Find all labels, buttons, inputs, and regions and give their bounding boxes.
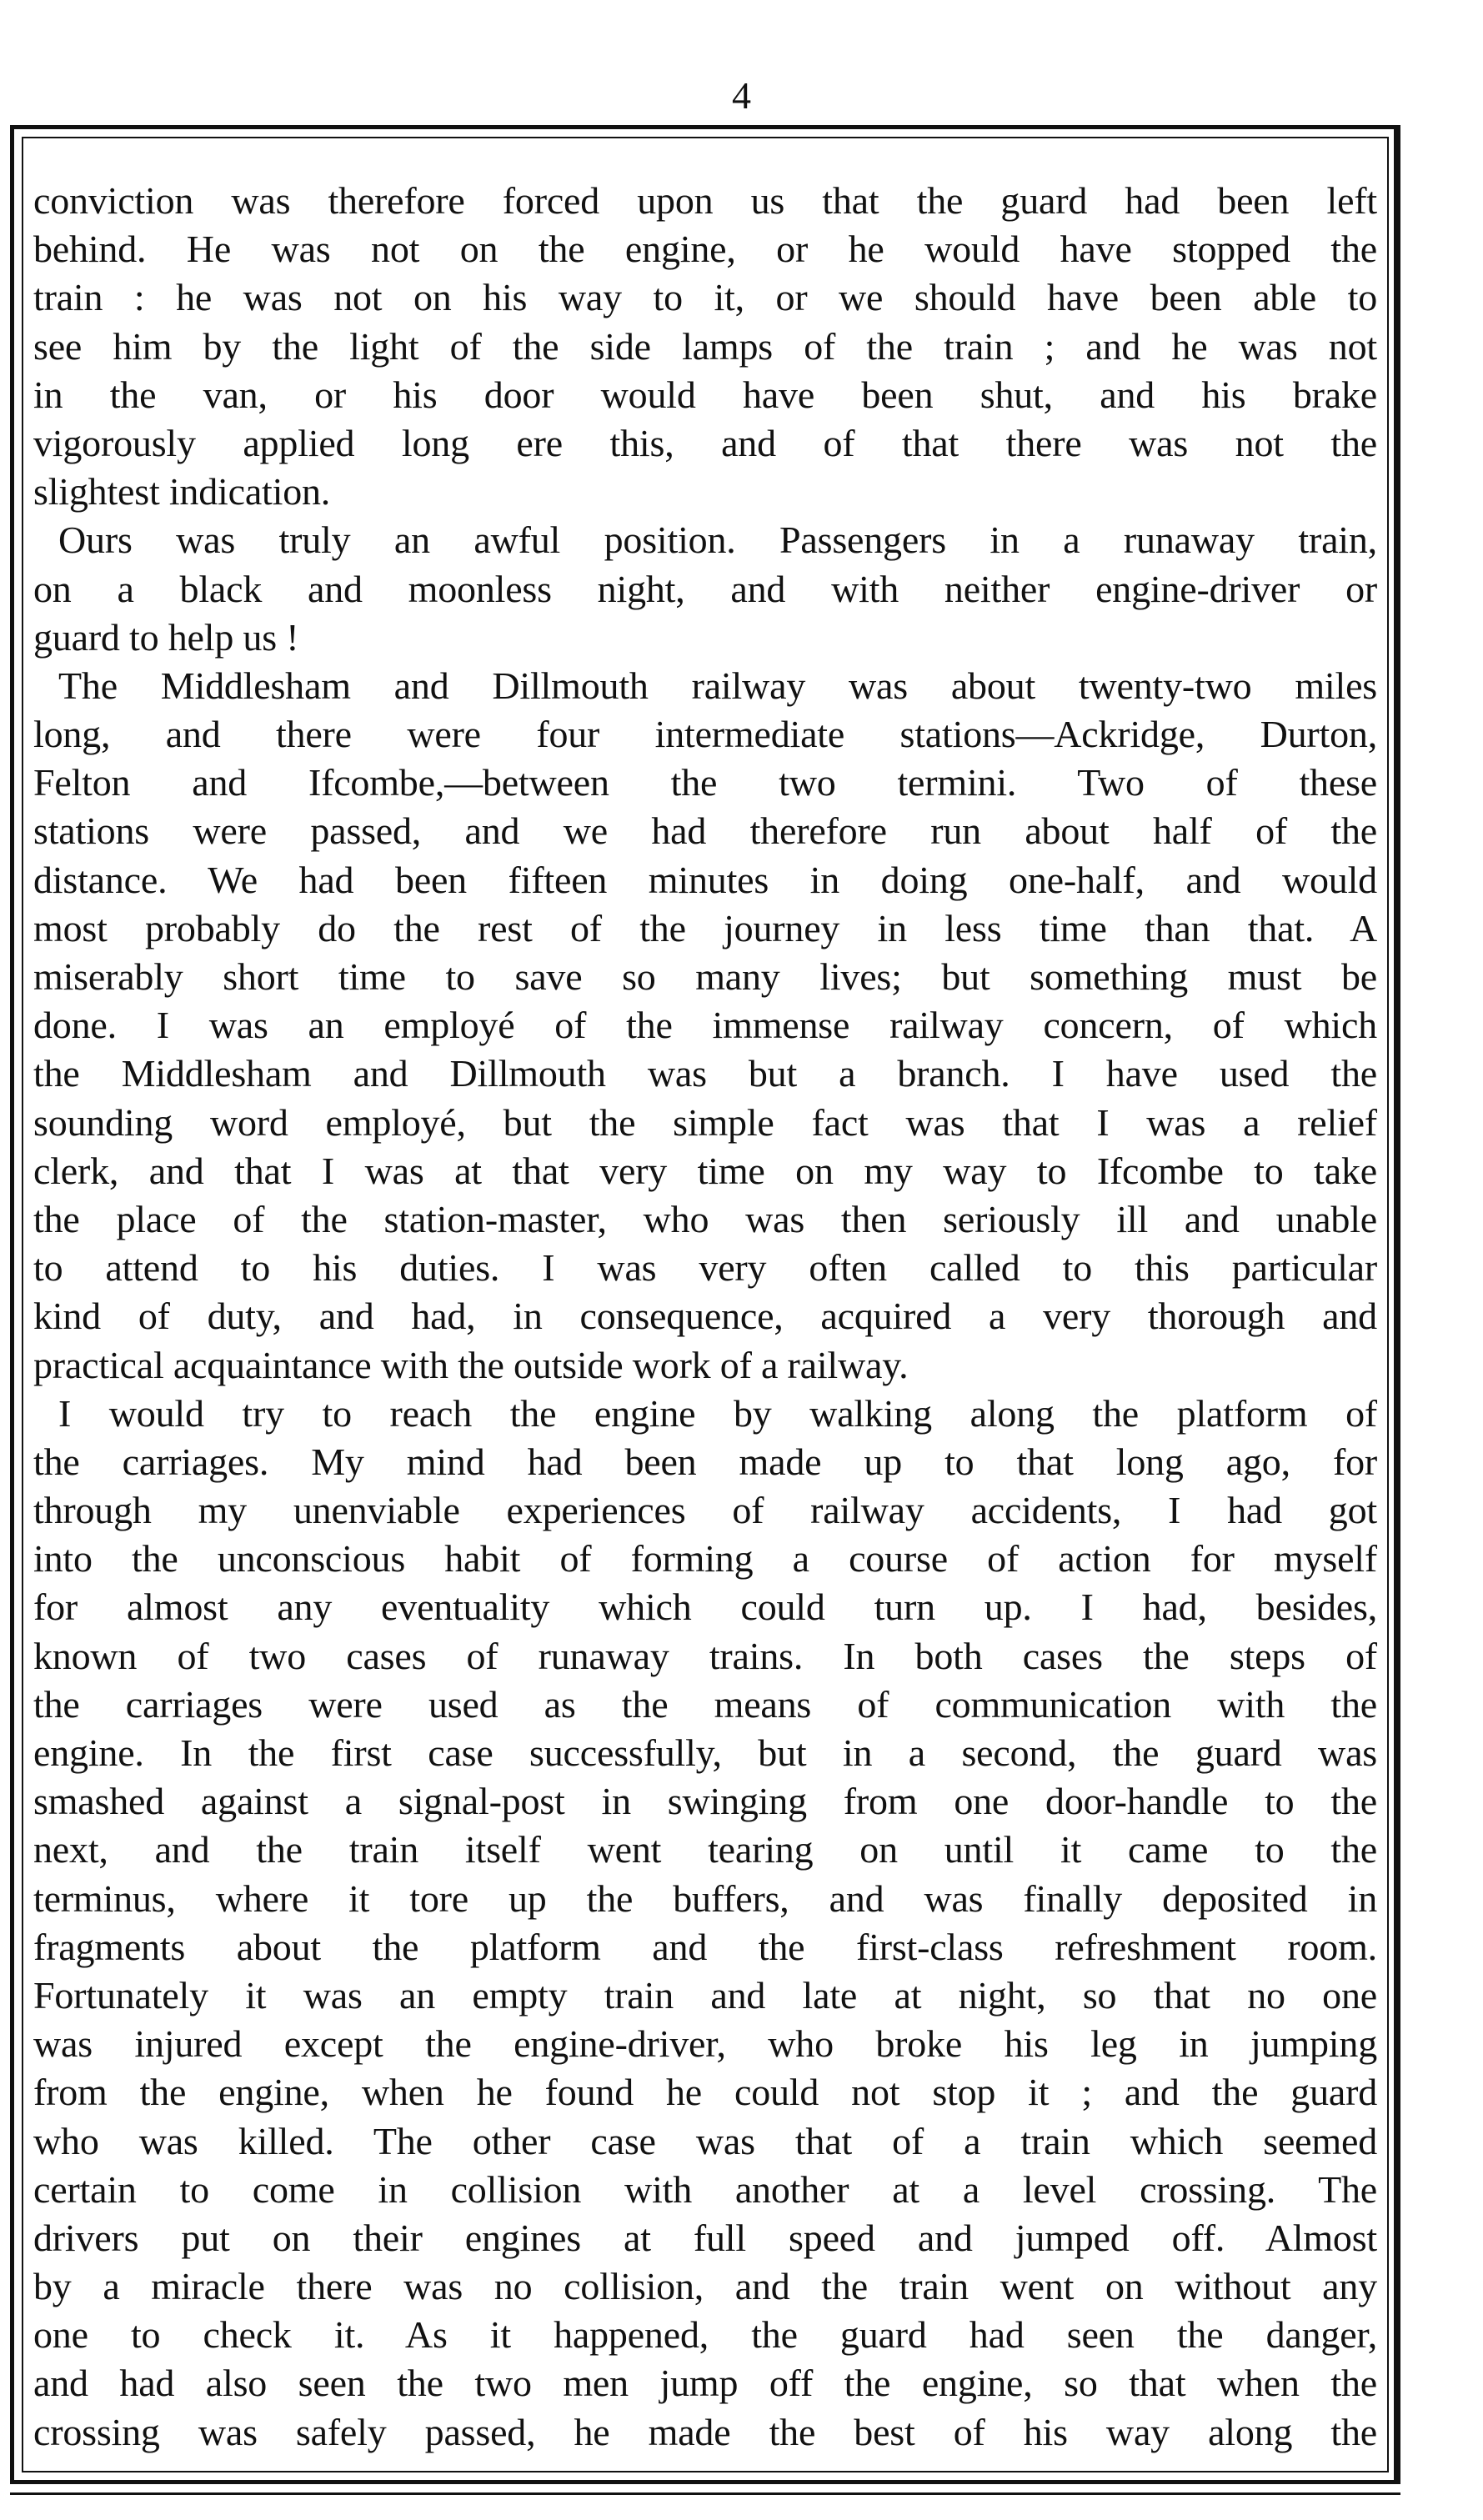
text-line: known of two cases of runaway trains. In both cases the steps of xyxy=(33,1634,1377,1677)
text-line: long, and there were four intermediate stations—Ackridge, Durton, xyxy=(33,713,1377,756)
text-line: distance. We had been fifteen minutes in doing one-half, and would xyxy=(33,858,1377,901)
text-line: practical acquaintance with the outside work of a railway. xyxy=(33,1343,909,1386)
text-line: drivers put on their engines at full speed and jumped off. Almost xyxy=(33,2216,1377,2259)
text-line: vigorously applied long ere this, and of that there was not the xyxy=(33,421,1377,464)
text-line: the carriages. My mind had been made up to that long ago, for xyxy=(33,1440,1377,1483)
text-line: sounding word employé, but the simple fact was that I was a relief xyxy=(33,1100,1377,1144)
text-line: certain to come in collision with another at a level crossing. The xyxy=(33,2167,1377,2211)
text-line: miserably short time to save so many lives; but something must be xyxy=(33,955,1377,998)
text-line: was injured except the engine-driver, who broke his leg in jumping xyxy=(33,2022,1377,2066)
text-line: next, and the train itself went tearing on until it came to the xyxy=(33,1828,1377,1871)
text-line: see him by the light of the side lamps of the train ; and he was not xyxy=(33,324,1377,368)
text-line: guard to help us ! xyxy=(33,615,299,659)
text-line: by a miracle there was no collision, and the train went on without any xyxy=(33,2265,1377,2308)
page-border-rule-bottom xyxy=(10,2492,1400,2495)
text-line: slightest indication. xyxy=(33,470,331,514)
text-line: smashed against a signal-post in swinging from one door-handle to the xyxy=(33,1780,1377,1823)
text-line: I would try to reach the engine by walking along the platform of xyxy=(58,1391,1377,1435)
text-line: through my unenviable experiences of railway accidents, I had got xyxy=(33,1489,1377,1532)
text-line: the Middlesham and Dillmouth was but a branch. I have used the xyxy=(33,1052,1377,1095)
text-line: from the engine, when he found he could not stop it ; and the guard xyxy=(33,2071,1377,2114)
text-line: for almost any eventuality which could turn up. I had, besides, xyxy=(33,1586,1377,1629)
text-line: Fortunately it was an empty train and late at night, so that no one xyxy=(33,1973,1377,2017)
text-line: The Middlesham and Dillmouth railway was about twenty-two miles xyxy=(58,664,1377,707)
text-line: Ours was truly an awful position. Passengers in a runaway train, xyxy=(58,519,1377,562)
text-line: engine. In the first case successfully, but in a second, the guard was xyxy=(33,1731,1377,1774)
text-line: Felton and Ifcombe,—between the two termini. Two of these xyxy=(33,761,1377,804)
text-line: clerk, and that I was at that very time on my way to Ifcombe to take xyxy=(33,1149,1377,1192)
text-line: the carriages were used as the means of communication with the xyxy=(33,1682,1377,1726)
text-line: behind. He was not on the engine, or he would have stopped the xyxy=(33,228,1377,271)
text-line: kind of duty, and had, in consequence, acquired a very thorough and xyxy=(33,1295,1377,1338)
page-border-rule-right xyxy=(1394,125,1399,2484)
text-line: fragments about the platform and the first-class refreshment room. xyxy=(33,1925,1377,1968)
text-line: the place of the station-master, who was then seriously ill and unable xyxy=(33,1197,1377,1240)
text-line: train : he was not on his way to it, or we should have been able to xyxy=(33,276,1377,319)
text-line: on a black and moonless night, and with neither engine-driver or xyxy=(33,567,1377,610)
text-line: done. I was an employé of the immense railway concern, of which xyxy=(33,1004,1377,1047)
text-line: conviction was therefore forced upon us that the guard had been left xyxy=(33,179,1377,222)
body-text xyxy=(33,177,1377,2457)
text-line: into the unconscious habit of forming a course of action for myself xyxy=(33,1537,1377,1581)
text-line: terminus, where it tore up the buffers, and was finally deposited in xyxy=(33,1876,1377,1920)
text-line: and had also seen the two men jump off the engine, so that when the xyxy=(33,2362,1377,2405)
text-line: in the van, or his door would have been shut, and his brake xyxy=(33,373,1377,416)
text-line: crossing was safely passed, he made the best of his way along the xyxy=(33,2410,1377,2453)
text-line: one to check it. As it happened, the guard had seen the danger, xyxy=(33,2313,1377,2357)
page-number: 4 xyxy=(732,74,751,117)
text-line: who was killed. The other case was that of a train which seemed xyxy=(33,2119,1377,2162)
text-line: stations were passed, and we had therefore run about half of the xyxy=(33,809,1377,853)
text-line: to attend to his duties. I was very often called to this particular xyxy=(33,1246,1377,1290)
text-line: most probably do the rest of the journey in less time than that. A xyxy=(33,906,1377,949)
